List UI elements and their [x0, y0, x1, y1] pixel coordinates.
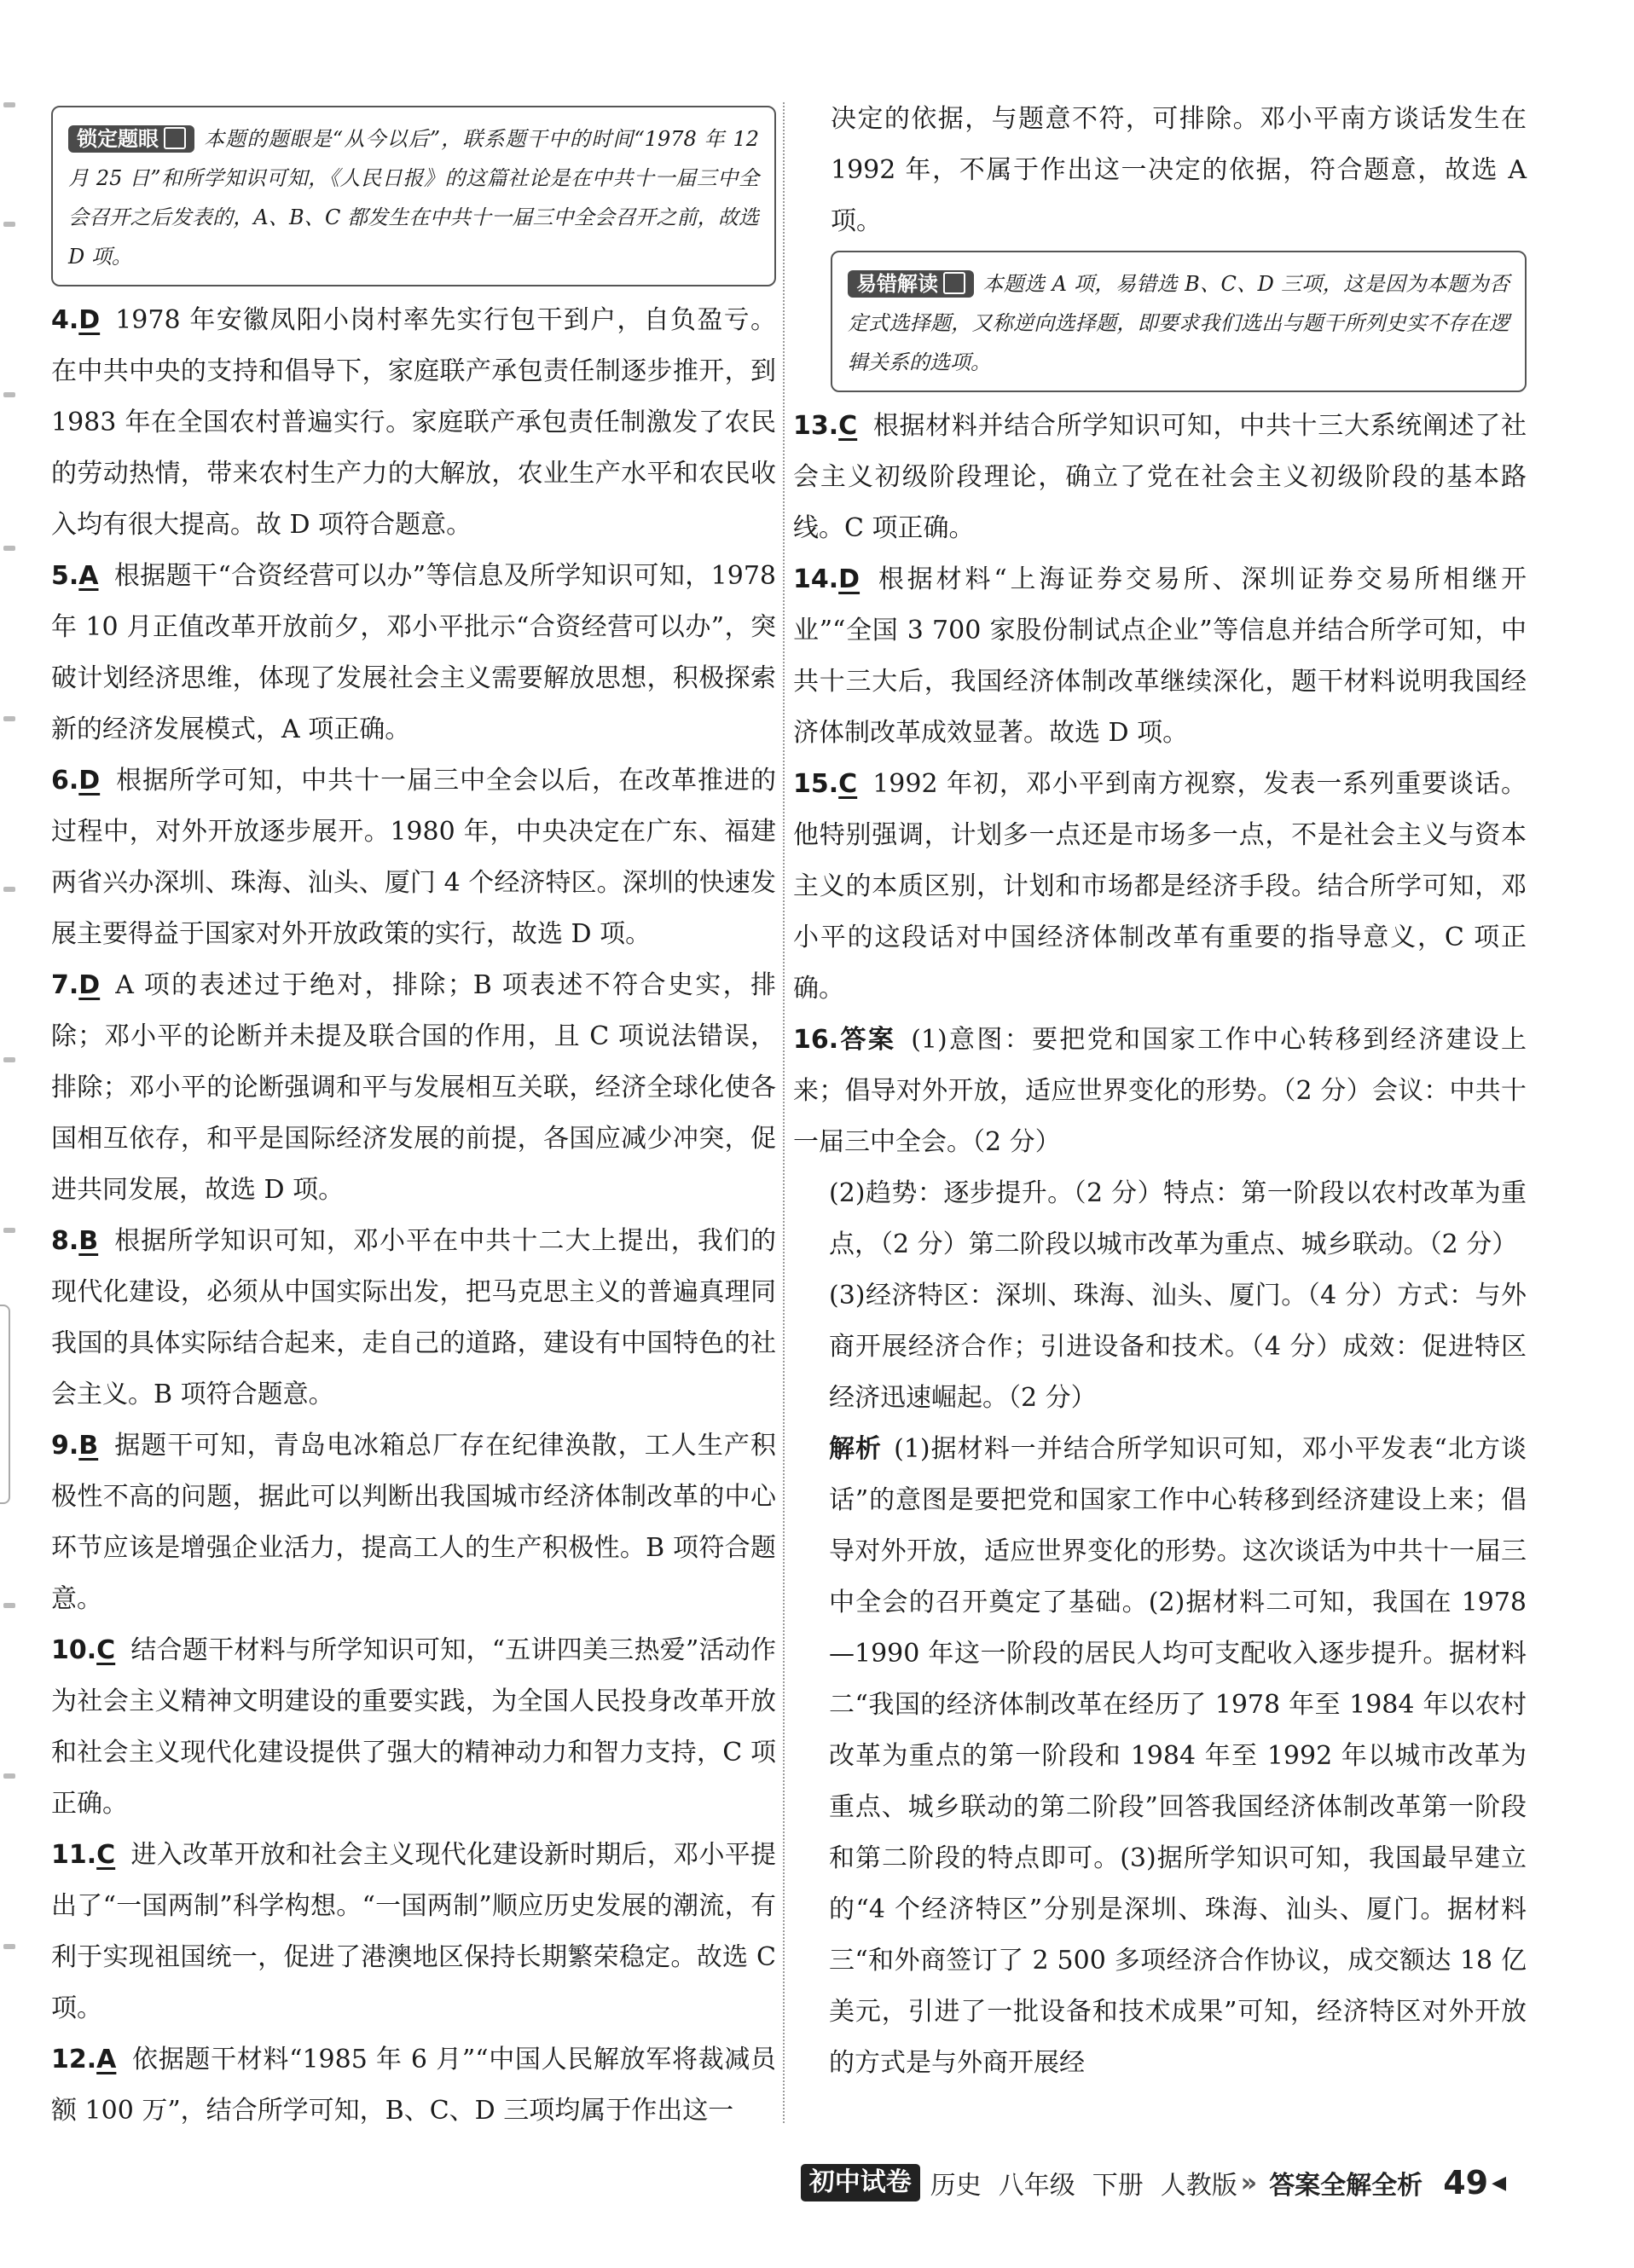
- footer-title: 答案全解全析: [1269, 2171, 1423, 2201]
- answer-12-continued: 决定的依据，与题意不符，可排除。邓小平南方谈话发生在 1992 年，不属于作出这一决定的依据，符合题意，故选 A 项。: [831, 104, 1527, 236]
- answer-text: 根据题干“合资经营可以办”等信息及所学知识可知，1978 年 10 月正值改革开放前夕，邓小平批示“合资经营可以办”，突破计划经济思维，体现了发展社会主义需要解放思想，积极探索新的经济发展模式，A 项正确。: [51, 561, 776, 744]
- tip-box-lock: [51, 106, 776, 286]
- answer-item: [51, 1625, 776, 1830]
- answer-item: [51, 2034, 776, 2137]
- answer-item: [51, 1420, 776, 1625]
- answer-text: 根据所学知识可知，邓小平在中共十二大上提出，我们的现代化建设，必须从中国实际出发，把马克思主义的普遍真理同我国的具体实际结合起来，走自己的道路，建设有中国特色的社会主义。B 项符合题意。: [51, 1226, 776, 1409]
- answer-letter: C: [838, 411, 858, 441]
- answer-letter: A: [78, 561, 99, 591]
- tip-label-lock: 锁定题眼: [68, 125, 194, 153]
- column-divider: [783, 102, 785, 2123]
- question-number: 10.C: [51, 1635, 116, 1665]
- answer-text: 1978 年安徽凤阳小岗村率先实行包干到户，自负盈亏。在中共中央的支持和倡导下，家庭联产承包责任制逐步推开，到 1983 年在全国农村普遍实行。家庭联产承包责任制激发了农民的劳动热情，带来农村生产力的大解放，农业生产水平和农民收入均有很大提高。故 D 项符合题意。: [51, 305, 776, 540]
- left-column: [51, 102, 776, 2137]
- answer-letter: C: [96, 1840, 116, 1870]
- answer-letter: B: [78, 1226, 99, 1256]
- answer-item: [51, 551, 776, 755]
- question-number: 16.答案: [793, 1025, 896, 1055]
- right-answer-list: [793, 401, 1527, 1015]
- footer-grade: 八年级: [998, 2171, 1075, 2201]
- footer-edition: 人教版: [1160, 2171, 1237, 2201]
- page-number: 49: [1443, 2164, 1489, 2201]
- answer-text: 依据题干材料“1985 年 6 月”“中国人民解放军将裁减员额 100 万”，结合所学可知，B、C、D 三项均属于作出这一: [51, 2045, 776, 2126]
- tip-text-lock: 本题的题眼是“从今以后”，联系题干中的时间“1978 年 12 月 25 日”和所学知识可知，《人民日报》的这篇社论是在中共十一届三中全会召开之后发表的，A、B、C 都发生在中共十一届三中全会召开之前，故选 D 项。: [68, 127, 759, 269]
- question-number: 12.A: [51, 2045, 117, 2074]
- question-number: 9.B: [51, 1431, 99, 1461]
- question-number: 6.D: [51, 766, 101, 796]
- answer-16-part3: (3)经济特区：深圳、珠海、汕头、厦门。（4 分）方式：与外商开展经济合作；引进设备和技术。（4 分）成效：促进特区经济迅速崛起。（2 分）: [829, 1281, 1527, 1413]
- question-number: 13.C: [793, 411, 858, 441]
- answer-16-part2: (2)趋势：逐步提升。（2 分）特点：第一阶段以农村改革为重点，（2 分）第二阶段以城市改革为重点、城乡联动。（2 分）: [829, 1178, 1527, 1259]
- answer-letter: D: [78, 305, 101, 335]
- answer-16: [793, 1015, 1527, 2089]
- answer-text: 据题干可知，青岛电冰箱总厂存在纪律涣散，工人生产积极性不高的问题，据此可以判断出我国城市经济体制改革的中心环节应该是增强企业活力，提高工人的生产积极性。B 项符合题意。: [51, 1431, 776, 1614]
- double-chevron-icon: »: [1240, 2167, 1258, 2198]
- answer-16-analysis: 解析 (1)据材料一并结合所学知识可知，邓小平发表“北方谈话”的意图是要把党和国家工作中心转移到经济建设上来；倡导对外开放，适应世界变化的形势。这次谈话为中共十一届三中全会的召开奠定了基础。(2)据材料二可知，我国在 1978—1990 年这一阶段的居民人均可支配收入逐步提升。据材料二“我国的经济体制改革在经历了 1978 年至 1984 年以农村改革为重点的第一阶段和 1984 年至 1992 年以城市改革为重点、城乡联动的第二阶段”回答我国经济体制改革第一阶段和第二阶段的特点即可。(3)据所学知识可知，我国最早建立的“4 个经济特区”分别是深圳、珠海、汕头、厦门。据材料三“和外商签订了 2 500 多项经济合作协议，成交额达 18 亿美元，引进了一批设备和技术成果”可知，经济特区对外开放的方式是与外商开展经: [829, 1434, 1527, 2078]
- question-number: 15.C: [793, 769, 858, 799]
- answer-item: [51, 295, 776, 551]
- left-answer-list: [51, 295, 776, 2137]
- question-number: 14.D: [793, 564, 860, 594]
- answer-text: A 项的表述过于绝对，排除；B 项表述不符合史实，排除；邓小平的论断并未提及联合国的作用，且 C 项说法错误，排除；邓小平的论断强调和平与发展相互关联，经济全球化使各国相互依存，和平是国际经济发展的前提，各国应减少冲突，促进共同发展，故选 D 项。: [51, 970, 776, 1205]
- answer-letter: A: [96, 2045, 117, 2074]
- question-number: 5.A: [51, 561, 99, 591]
- answer-text: 结合题干材料与所学知识可知，“五讲四美三热爱”活动作为社会主义精神文明建设的重要实践，为全国人民投身改革开放和社会主义现代化建设提供了强大的精神动力和智力支持，C 项正确。: [51, 1635, 776, 1819]
- answer-item: [51, 1216, 776, 1420]
- answer-text: 进入改革开放和社会主义现代化建设新时期后，邓小平提出了“一国两制”科学构想。“一国两制”顺应历史发展的潮流，有利于实现祖国统一，促进了港澳地区保持长期繁荣稳定。故选 C 项。: [51, 1840, 776, 2023]
- tip-icon: [943, 272, 965, 294]
- right-column: [793, 102, 1527, 2089]
- triangle-left-icon: ◀: [1492, 2172, 1506, 2194]
- footer-brand: 初中试卷: [801, 2164, 920, 2201]
- question-number: 8.B: [51, 1226, 99, 1256]
- footer-subject: 历史: [930, 2171, 982, 2201]
- answer-letter: C: [96, 1635, 116, 1665]
- tip-box-error: [831, 251, 1527, 392]
- answer-item: [793, 401, 1527, 554]
- page-footer: [801, 2159, 1506, 2207]
- answer-item: [51, 960, 776, 1216]
- answer-letter: D: [838, 564, 860, 594]
- tip-text-error: 本题选 A 项，易错选 B、C、D 三项，这是因为本题为否定式选择题，又称逆向选择题，即要求我们选出与题干所列史实不存在逻辑关系的选项。: [848, 272, 1509, 374]
- answer-item: [51, 1830, 776, 2034]
- answer-text: 根据所学可知，中共十一届三中全会以后，在改革推进的过程中，对外开放逐步展开。1980 年，中央决定在广东、福建两省兴办深圳、珠海、汕头、厦门 4 个经济特区。深圳的快速发展主要得益于国家对外开放政策的实行，故选 D 项。: [51, 766, 776, 949]
- answer-text: 1992 年初，邓小平到南方视察，发表一系列重要谈话。他特别强调，计划多一点还是市场多一点，不是社会主义与资本主义的本质区别，计划和市场都是经济手段。结合所学可知，邓小平的这段话对中国经济体制改革有重要的指导意义，C 项正确。: [793, 769, 1527, 1004]
- answer-letter: C: [838, 769, 858, 799]
- answer-16-part1: 16.答案 (1)意图：要把党和国家工作中心转移到经济建设上来；倡导对外开放，适应世界变化的形势。（2 分）会议：中共十一届三中全会。（2 分）: [793, 1025, 1527, 1157]
- analysis-label: 解析: [829, 1434, 883, 1464]
- answer-text: 根据材料“上海证券交易所、深圳证券交易所相继开业”“全国 3 700 家股份制试点企业”等信息并结合所学可知，中共十三大后，我国经济体制改革继续深化，题干材料说明我国经济体制改革成效显著。故选 D 项。: [793, 564, 1527, 748]
- question-number: 4.D: [51, 305, 101, 335]
- answer-item: [51, 755, 776, 960]
- answer-text: 根据材料并结合所学知识可知，中共十三大系统阐述了社会主义初级阶段理论，确立了党在社会主义初级阶段的基本路线。C 项正确。: [793, 411, 1527, 543]
- binding-margin-marks: [0, 68, 24, 2157]
- answer-letter: D: [78, 970, 101, 1000]
- tip-icon: [164, 127, 186, 149]
- question-number: 7.D: [51, 970, 101, 1000]
- answer-item: [793, 554, 1527, 759]
- question-number: 11.C: [51, 1840, 116, 1870]
- answer-item: [793, 759, 1527, 1015]
- answer-letter: B: [78, 1431, 99, 1461]
- answer-letter: D: [78, 766, 101, 796]
- footer-volume: 下册: [1092, 2171, 1144, 2201]
- binding-margin-bar: [0, 1305, 10, 1504]
- tip-label-error: 易错解读: [848, 270, 974, 298]
